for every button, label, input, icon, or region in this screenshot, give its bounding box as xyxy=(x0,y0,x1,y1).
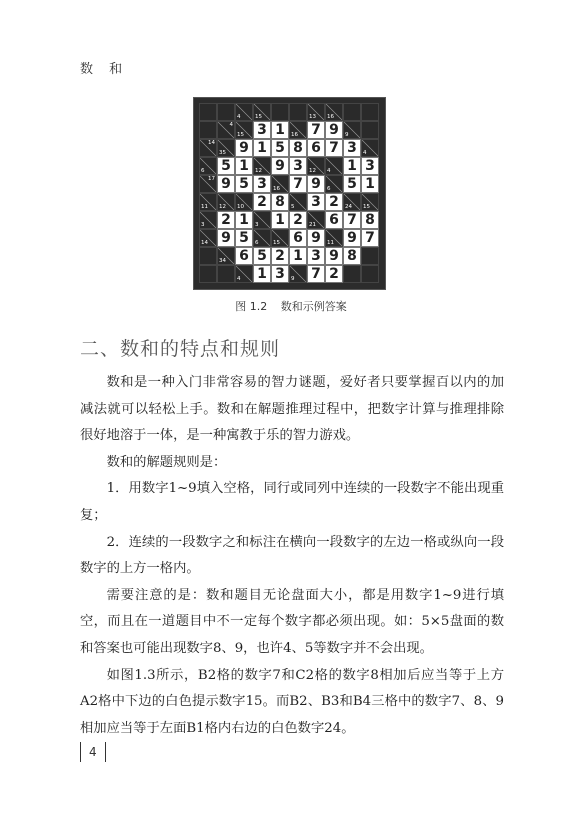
grid-answer-cell: 3 xyxy=(307,193,325,211)
grid-block-cell xyxy=(343,103,361,121)
grid-answer-cell: 9 xyxy=(271,157,289,175)
grid-block-cell xyxy=(361,247,379,265)
grid-clue-cell xyxy=(289,121,307,139)
grid-answer-cell: 7 xyxy=(361,229,379,247)
grid-answer-cell: 3 xyxy=(361,157,379,175)
grid-answer-cell: 2 xyxy=(289,211,307,229)
grid-answer-cell: 7 xyxy=(289,175,307,193)
grid-clue-cell xyxy=(253,211,271,229)
grid-answer-cell: 2 xyxy=(325,193,343,211)
grid-clue-cell xyxy=(307,103,325,121)
grid-clue-cell xyxy=(199,157,217,175)
paragraph: 数和的解题规则是： xyxy=(106,454,227,470)
clue-down-sum: 6 xyxy=(201,168,205,174)
grid-answer-cell: 3 xyxy=(253,175,271,193)
grid-answer-cell: 9 xyxy=(217,175,235,193)
grid-clue-cell xyxy=(325,157,343,175)
grid-clue-cell xyxy=(199,211,217,229)
grid-answer-cell: 1 xyxy=(271,121,289,139)
clue-down-sum: 15 xyxy=(273,240,280,246)
grid-answer-cell: 2 xyxy=(271,247,289,265)
grid-answer-cell: 5 xyxy=(235,175,253,193)
clue-across-sum: 4 xyxy=(229,122,233,128)
grid-answer-cell: 6 xyxy=(289,229,307,247)
grid-answer-cell: 1 xyxy=(253,139,271,157)
grid-clue-cell xyxy=(235,265,253,283)
grid-clue-cell xyxy=(217,193,235,211)
grid-clue-cell xyxy=(343,121,361,139)
figure-caption-text: 数和示例答案 xyxy=(280,300,347,313)
paragraph: 1．用数字1~9填入空格，同行或同列中连续的一段数字不能出现重复； xyxy=(80,481,504,523)
grid-answer-cell: 2 xyxy=(325,265,343,283)
grid-block-cell xyxy=(199,247,217,265)
grid-answer-cell: 5 xyxy=(253,247,271,265)
grid-answer-cell: 8 xyxy=(271,193,289,211)
grid-answer-cell: 5 xyxy=(217,157,235,175)
grid-clue-cell xyxy=(289,193,307,211)
grid-answer-cell: 6 xyxy=(325,211,343,229)
clue-down-sum: 21 xyxy=(309,222,316,228)
grid-clue-cell xyxy=(253,103,271,121)
paragraph: 需要注意的是：数和题目无论盘面大小，都是用数字1~9进行填空，而且在一道题目中不一定每个数字都必须出现。如：5×5盘面的数和答案也可能出现数字8、9，也许4、5等数字并不会出现。 xyxy=(80,587,504,656)
grid-block-cell xyxy=(199,103,217,121)
section-title: 二、数和的特点和规则 xyxy=(80,338,281,360)
kakuro-figure xyxy=(193,97,386,290)
grid-answer-cell: 5 xyxy=(235,229,253,247)
clue-down-sum: 34 xyxy=(219,258,226,264)
grid-answer-cell: 7 xyxy=(307,121,325,139)
clue-down-sum: 12 xyxy=(309,168,316,174)
grid-answer-cell: 9 xyxy=(235,139,253,157)
grid-clue-cell xyxy=(325,103,343,121)
grid-answer-cell: 9 xyxy=(325,247,343,265)
grid-answer-cell: 1 xyxy=(289,247,307,265)
grid-clue-cell xyxy=(199,139,217,157)
grid-block-cell xyxy=(361,103,379,121)
grid-answer-cell: 7 xyxy=(307,265,325,283)
grid-clue-cell xyxy=(343,193,361,211)
grid-answer-cell: 8 xyxy=(343,247,361,265)
grid-clue-cell xyxy=(361,193,379,211)
clue-down-sum: 6 xyxy=(327,186,331,192)
paragraph: 数和是一种入门非常容易的智力谜题，爱好者只要掌握百以内的加减法就可以轻松上手。数和在解题推理过程中，把数字计算与推理排除很好地溶于一体，是一种寓教于乐的智力游戏。 xyxy=(80,375,504,444)
clue-down-sum: 6 xyxy=(255,240,259,246)
grid-answer-cell: 1 xyxy=(235,211,253,229)
grid-clue-cell xyxy=(217,139,235,157)
clue-down-sum: 16 xyxy=(327,114,334,120)
clue-down-sum: 14 xyxy=(201,240,208,246)
grid-answer-cell: 9 xyxy=(343,229,361,247)
grid-clue-cell xyxy=(235,103,253,121)
grid-block-cell xyxy=(217,265,235,283)
clue-down-sum: 16 xyxy=(291,132,298,138)
grid-answer-cell: 3 xyxy=(271,265,289,283)
page-number: 4 xyxy=(80,742,106,762)
clue-down-sum: 4 xyxy=(363,150,367,156)
running-head: 数 和 xyxy=(80,62,129,77)
clue-down-sum: 35 xyxy=(219,150,226,156)
grid-block-cell xyxy=(217,103,235,121)
clue-down-sum: 3 xyxy=(255,222,259,228)
grid-clue-cell xyxy=(361,139,379,157)
clue-across-sum: 14 xyxy=(208,140,215,146)
kakuro-grid xyxy=(199,103,379,283)
clue-down-sum: 11 xyxy=(327,240,334,246)
grid-answer-cell: 1 xyxy=(271,211,289,229)
grid-answer-cell: 7 xyxy=(325,139,343,157)
grid-block-cell xyxy=(199,121,217,139)
grid-answer-cell: 3 xyxy=(307,247,325,265)
grid-clue-cell xyxy=(235,121,253,139)
grid-answer-cell: 1 xyxy=(361,175,379,193)
figure-caption xyxy=(0,298,582,314)
grid-block-cell xyxy=(271,103,289,121)
clue-down-sum: 15 xyxy=(363,204,370,210)
clue-down-sum: 3 xyxy=(201,222,205,228)
grid-answer-cell: 2 xyxy=(253,193,271,211)
figure-caption-number: 图 1.2 xyxy=(235,300,268,313)
clue-down-sum: 5 xyxy=(291,204,295,210)
grid-clue-cell xyxy=(199,193,217,211)
grid-clue-cell xyxy=(253,229,271,247)
clue-down-sum: 12 xyxy=(219,204,226,210)
grid-answer-cell: 1 xyxy=(235,157,253,175)
grid-answer-cell: 8 xyxy=(289,139,307,157)
clue-down-sum: 10 xyxy=(237,204,244,210)
grid-answer-cell: 6 xyxy=(307,139,325,157)
paragraph: 如图1.3所示，B2格的数字7和C2格的数字8相加后应当等于上方A2格中下边的白色提示数字15。而B2、B3和B4三格中的数字7、8、9相加应当等于左面B1格内右边的白色数字24。 xyxy=(80,667,504,736)
grid-answer-cell: 5 xyxy=(343,175,361,193)
grid-answer-cell: 2 xyxy=(217,211,235,229)
grid-answer-cell: 9 xyxy=(217,229,235,247)
grid-answer-cell: 1 xyxy=(253,265,271,283)
clue-down-sum: 15 xyxy=(255,114,262,120)
grid-clue-cell xyxy=(271,175,289,193)
clue-down-sum: 4 xyxy=(327,168,331,174)
grid-answer-cell: 3 xyxy=(253,121,271,139)
grid-clue-cell xyxy=(253,157,271,175)
grid-answer-cell: 7 xyxy=(343,211,361,229)
grid-clue-cell xyxy=(199,175,217,193)
clue-down-sum: 13 xyxy=(309,114,316,120)
clue-down-sum: 16 xyxy=(273,186,280,192)
grid-answer-cell: 9 xyxy=(307,229,325,247)
clue-down-sum: 11 xyxy=(201,204,208,210)
clue-down-sum: 9 xyxy=(345,132,349,138)
grid-block-cell xyxy=(343,265,361,283)
grid-answer-cell: 8 xyxy=(361,211,379,229)
grid-clue-cell xyxy=(325,229,343,247)
clue-across-sum: 17 xyxy=(208,176,215,182)
clue-down-sum: 12 xyxy=(255,168,262,174)
grid-block-cell xyxy=(199,265,217,283)
grid-clue-cell xyxy=(217,247,235,265)
clue-down-sum: 4 xyxy=(237,114,241,120)
grid-answer-cell: 9 xyxy=(325,121,343,139)
grid-clue-cell xyxy=(271,229,289,247)
grid-clue-cell xyxy=(307,157,325,175)
grid-block-cell xyxy=(289,103,307,121)
grid-clue-cell xyxy=(235,193,253,211)
grid-block-cell xyxy=(361,265,379,283)
grid-answer-cell: 9 xyxy=(307,175,325,193)
grid-clue-cell xyxy=(217,121,235,139)
grid-answer-cell: 3 xyxy=(289,157,307,175)
grid-clue-cell xyxy=(199,229,217,247)
grid-clue-cell xyxy=(307,211,325,229)
clue-down-sum: 15 xyxy=(237,132,244,138)
grid-answer-cell: 5 xyxy=(271,139,289,157)
grid-answer-cell: 3 xyxy=(343,139,361,157)
clue-down-sum: 4 xyxy=(237,276,241,282)
paragraph: 2．连续的一段数字之和标注在横向一段数字的左边一格或纵向一段数字的上方一格内。 xyxy=(80,534,504,577)
grid-clue-cell xyxy=(289,265,307,283)
clue-down-sum: 9 xyxy=(291,276,295,282)
grid-block-cell xyxy=(361,121,379,139)
grid-answer-cell: 6 xyxy=(235,247,253,265)
grid-answer-cell: 1 xyxy=(343,157,361,175)
grid-clue-cell xyxy=(325,175,343,193)
body-text xyxy=(80,370,504,742)
clue-down-sum: 24 xyxy=(345,204,352,210)
